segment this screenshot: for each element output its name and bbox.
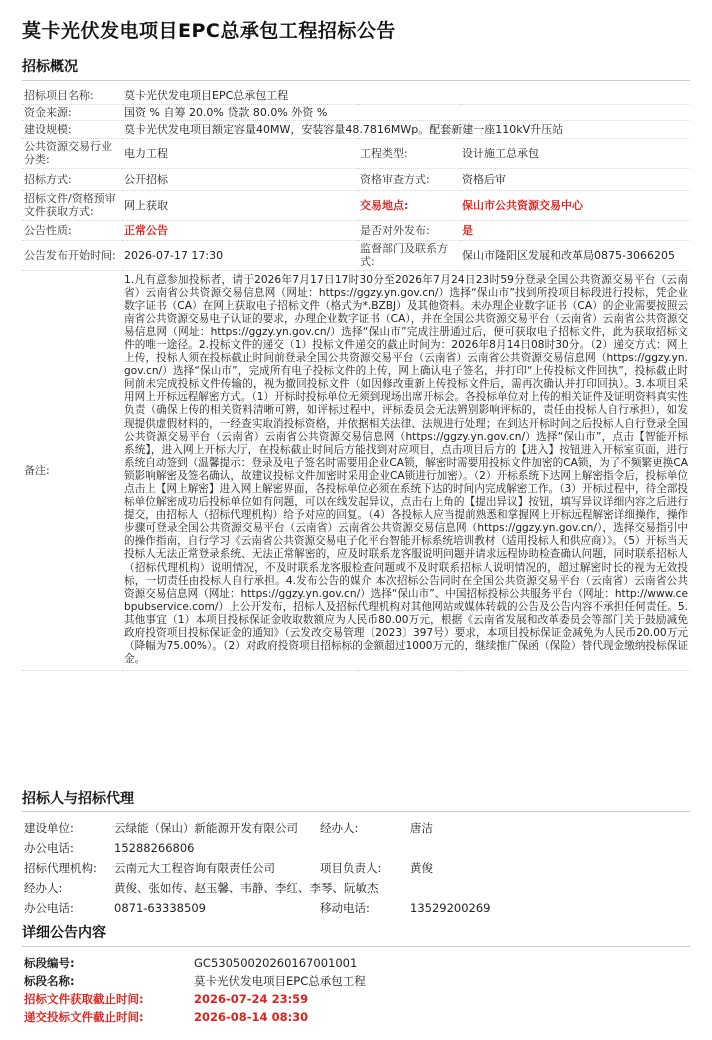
venue-value: 保山市公共资源交易中心 xyxy=(460,190,690,220)
handler-value: 唐洁 xyxy=(410,821,433,835)
project-name-label: 招标项目名称: xyxy=(22,88,122,104)
agency-handlers-value: 黄俊、张如传、赵玉馨、韦静、李红、李琴、阮敏杰 xyxy=(114,881,379,895)
industry-label: 公共资源交易行业分类: xyxy=(22,138,122,168)
owner-label: 建设单位: xyxy=(24,821,74,835)
bid-deadline-label: 递交投标文件截止时间: xyxy=(24,1010,144,1024)
project-name: 莫卡光伏发电项目EPC总承包工程 xyxy=(122,88,690,104)
scale-value: 莫卡光伏发电项目额定容量40MW，安装容量48.7816MWp。配套新建一座110kV升压站 xyxy=(122,120,690,138)
qual-label: 资格审查方式: xyxy=(358,168,460,190)
notes-text: 1.凡有意参加投标者，请于2026年7月17日17时30分至2026年7月24日23时59分登录全国公共资源交易平台（云南省）云南省公共资源交易信息网（网址：https://ggzy.yn.gov.cn/）选择“保山市”找到所投项目标段进行投标，凭企业数字证书（CA）在网上获取电子招标文件（格式为*.BZBJ）及其他资料。未办理企业数字证书（CA）的企业需要按照云南省公共资源交易电子认证的要求，办理企业数字证书（CA），并在全国公共资源交易平台（云南省）云南省公共资源交易信息网（网址：https://ggzy.yn.gov.cn/）选择“保山市”完成注册通过后，便可获取电子招标文件，此为获取招标文件的唯一途径。2.投标文件的递交（1）投标文件递交的截止时间为：2026年8月14日08时30分。（2）递交方式：网上上传，投标人须在投标截止时间前登录全国公共资源交易平台（云南省）云南省公共资源交易信息网（https://ggzy.yn.gov.cn/）选择“保山市”，完成所有电子投标文件的上传，网上确认电子签名，并打印“上传投标文件回执”，投标截止时间前未完成投标文件传输的，视为撤回投标文件（如因修改重新上传投标文件后，需再次确认并打印回执）。3.本项目采用网上开标远程解密方式。（1）开标时投标单位无须到现场出席开标会。各投标单位对上传的相关证件及证明资料真实性负责（确保上传的相关资料清晰可辨，如评标过程中，评标委员会无法辨别影响评标的，责任由投标人自行承担），如发现提供虚假材料的，一经查实取消投标资格，并依据相关法律、法规进行处理；在到达开标时间之后投标人自行登录全国公共资源交易平台（云南省）云南省公共资源交易信息网（https://ggzy.yn.gov.cn/）选择“保山市”，点击【智能开标系统】，进入网上开标大厅，在投标截止时间后方能找到对应项目，点击项目后方的【进入】按钮进入开标室页面，进行系统自动签到（温馨提示：登录及电子签名时需要用企业CA锁，解密时需要用投标文件加密的CA锁，为了不频繁更换CA锁影响解密及签名确认，故建议投标文件加密时采用企业CA锁进行加密）。（2）开标系统下达网上解密指令后，投标单位点击上【网上解密】进入网上解密界面，各投标单位必须在系统下达的时间内完成解密工作。（3）开标过程中，待全部投标单位解密成功后投标单位如有问题，可以在线发起异议，点击右上角的【提出异议】按钮，填写异议详细内容之后进行提交，由招标人（招标代理机构）给予对应的回复。（4）各投标人应当提前熟悉和掌握网上开标远程解密详细操作，操作步骤可登录全国公共资源交易平台（云南省）云南省公共资源交易信息网（https://ggzy.yn.gov.cn/），选择交易指引中的操作指南，自行学习《云南省公共资源交易电子化平台智能开标系统培训教材（适用投标人和供应商）》。（5）开标当天投标人无法正常登录系统、无法正常解密的，应及时联系龙客服说明问题并请求远程协助检查确认问题，同时联系招标人（招标代理机构）说明情况，不及时联系龙客服检查问题或不及时联系招标人说明情况的，超过解密时长的视为无效投标，一切责任由投标人自行承担。4.发布公告的媒介 本次招标公告同时在全国公共资源交易平台（云南省）云南省公共资源交易信息网（网址：https://ggzy.yn.gov.cn/）选择“保山市”、中国招标投标公共服务平台（网址：http://www.cebpubservice.com/）上公开发布，招标人及招标代理机构对其他网站或媒体转载的公告及公告内容不承担任何责任。5.其他事宜（1）本项目投标保证金收取数额应为人民币80.00万元，根据《云南省发展和改革委员会等部门关于鼓励减免政府投资项目投标保证金的通知》（云发改交易管理〔2023〕397号）要求，本项目投标保证金减免为人民币20.00万元（降幅为75.00%）。（2）对政府投资项目招标标的金额超过1000万元的，继续推广保函（保险）替代现金缴纳投标保证金。 xyxy=(122,270,690,671)
method-value: 公开招标 xyxy=(122,168,358,190)
page-title: 莫卡光伏发电项目EPC总承包工程招标公告 xyxy=(22,20,396,42)
phone-label: 办公电话: xyxy=(24,841,74,855)
agent-table xyxy=(22,818,690,918)
pub-time-value: 2026-07-17 17:30 xyxy=(122,240,358,270)
pub-time-label: 公告发布开始时间: xyxy=(22,240,122,270)
detail-table xyxy=(22,954,690,1026)
section-heading-overview: 招标概况 xyxy=(22,59,78,75)
funding-value: 国资 % 自筹 20.0% 贷款 80.0% 外资 % xyxy=(122,104,690,120)
mobile-label: 移动电话: xyxy=(320,901,370,915)
qual-value: 资格后审 xyxy=(460,168,690,190)
lot-name-value: 莫卡光伏发电项目EPC总承包工程 xyxy=(194,974,366,988)
lot-no-label: 标段编号: xyxy=(24,956,75,970)
method-label: 招标方式: xyxy=(22,168,122,190)
doc-deadline-label: 招标文件获取截止时间: xyxy=(24,992,144,1006)
notes-label: 备注: xyxy=(22,270,122,671)
nature-label: 公告性质: xyxy=(22,220,122,240)
section-divider xyxy=(22,811,690,812)
agency-phone-label: 办公电话: xyxy=(24,901,74,915)
lot-no-value: GC53050020260167001001 xyxy=(194,956,358,970)
owner-value: 云绿能（保山）新能源开发有限公司 xyxy=(114,821,298,835)
venue-label: 交易地点: xyxy=(358,190,460,220)
supervisor-value: 保山市隆阳区发展和改革局0875-3066205 xyxy=(460,240,690,270)
pm-value: 黄俊 xyxy=(410,861,433,875)
scale-label: 建设规模: xyxy=(22,120,122,138)
doc-method-value: 网上获取 xyxy=(122,190,358,220)
section-divider xyxy=(22,80,690,81)
external-label: 是否对外发布: xyxy=(358,220,460,240)
phone-value: 15288266806 xyxy=(114,841,195,855)
section-heading-detail: 详细公告内容 xyxy=(22,925,106,941)
external-value: 是 xyxy=(460,220,690,240)
agency-handler-label: 经办人: xyxy=(24,881,63,895)
funding-label: 资金来源: xyxy=(22,104,122,120)
doc-deadline-value: 2026-07-24 23:59 xyxy=(194,992,309,1006)
agency-phone-value: 0871-63338509 xyxy=(114,901,206,915)
overview-table xyxy=(22,88,690,671)
eng-type-value: 设计施工总承包 xyxy=(460,138,690,168)
handler-label: 经办人: xyxy=(320,821,359,835)
nature-value: 正常公告 xyxy=(122,220,358,240)
bid-deadline-value: 2026-08-14 08:30 xyxy=(194,1010,309,1024)
agency-value: 云南元大工程咨询有限责任公司 xyxy=(114,861,275,875)
supervisor-label: 监督部门及联系方式: xyxy=(358,240,460,270)
mobile-value: 13529200269 xyxy=(410,901,491,915)
section-heading-agent: 招标人与招标代理 xyxy=(22,791,134,807)
eng-type-label: 工程类型: xyxy=(358,138,460,168)
lot-name-label: 标段名称: xyxy=(24,974,75,988)
pm-label: 项目负责人: xyxy=(320,861,382,875)
industry-value: 电力工程 xyxy=(122,138,358,168)
doc-method-label: 招标文件/资格预审文件获取方式: xyxy=(22,190,122,220)
agency-label: 招标代理机构: xyxy=(24,861,97,875)
section-divider xyxy=(22,946,690,947)
